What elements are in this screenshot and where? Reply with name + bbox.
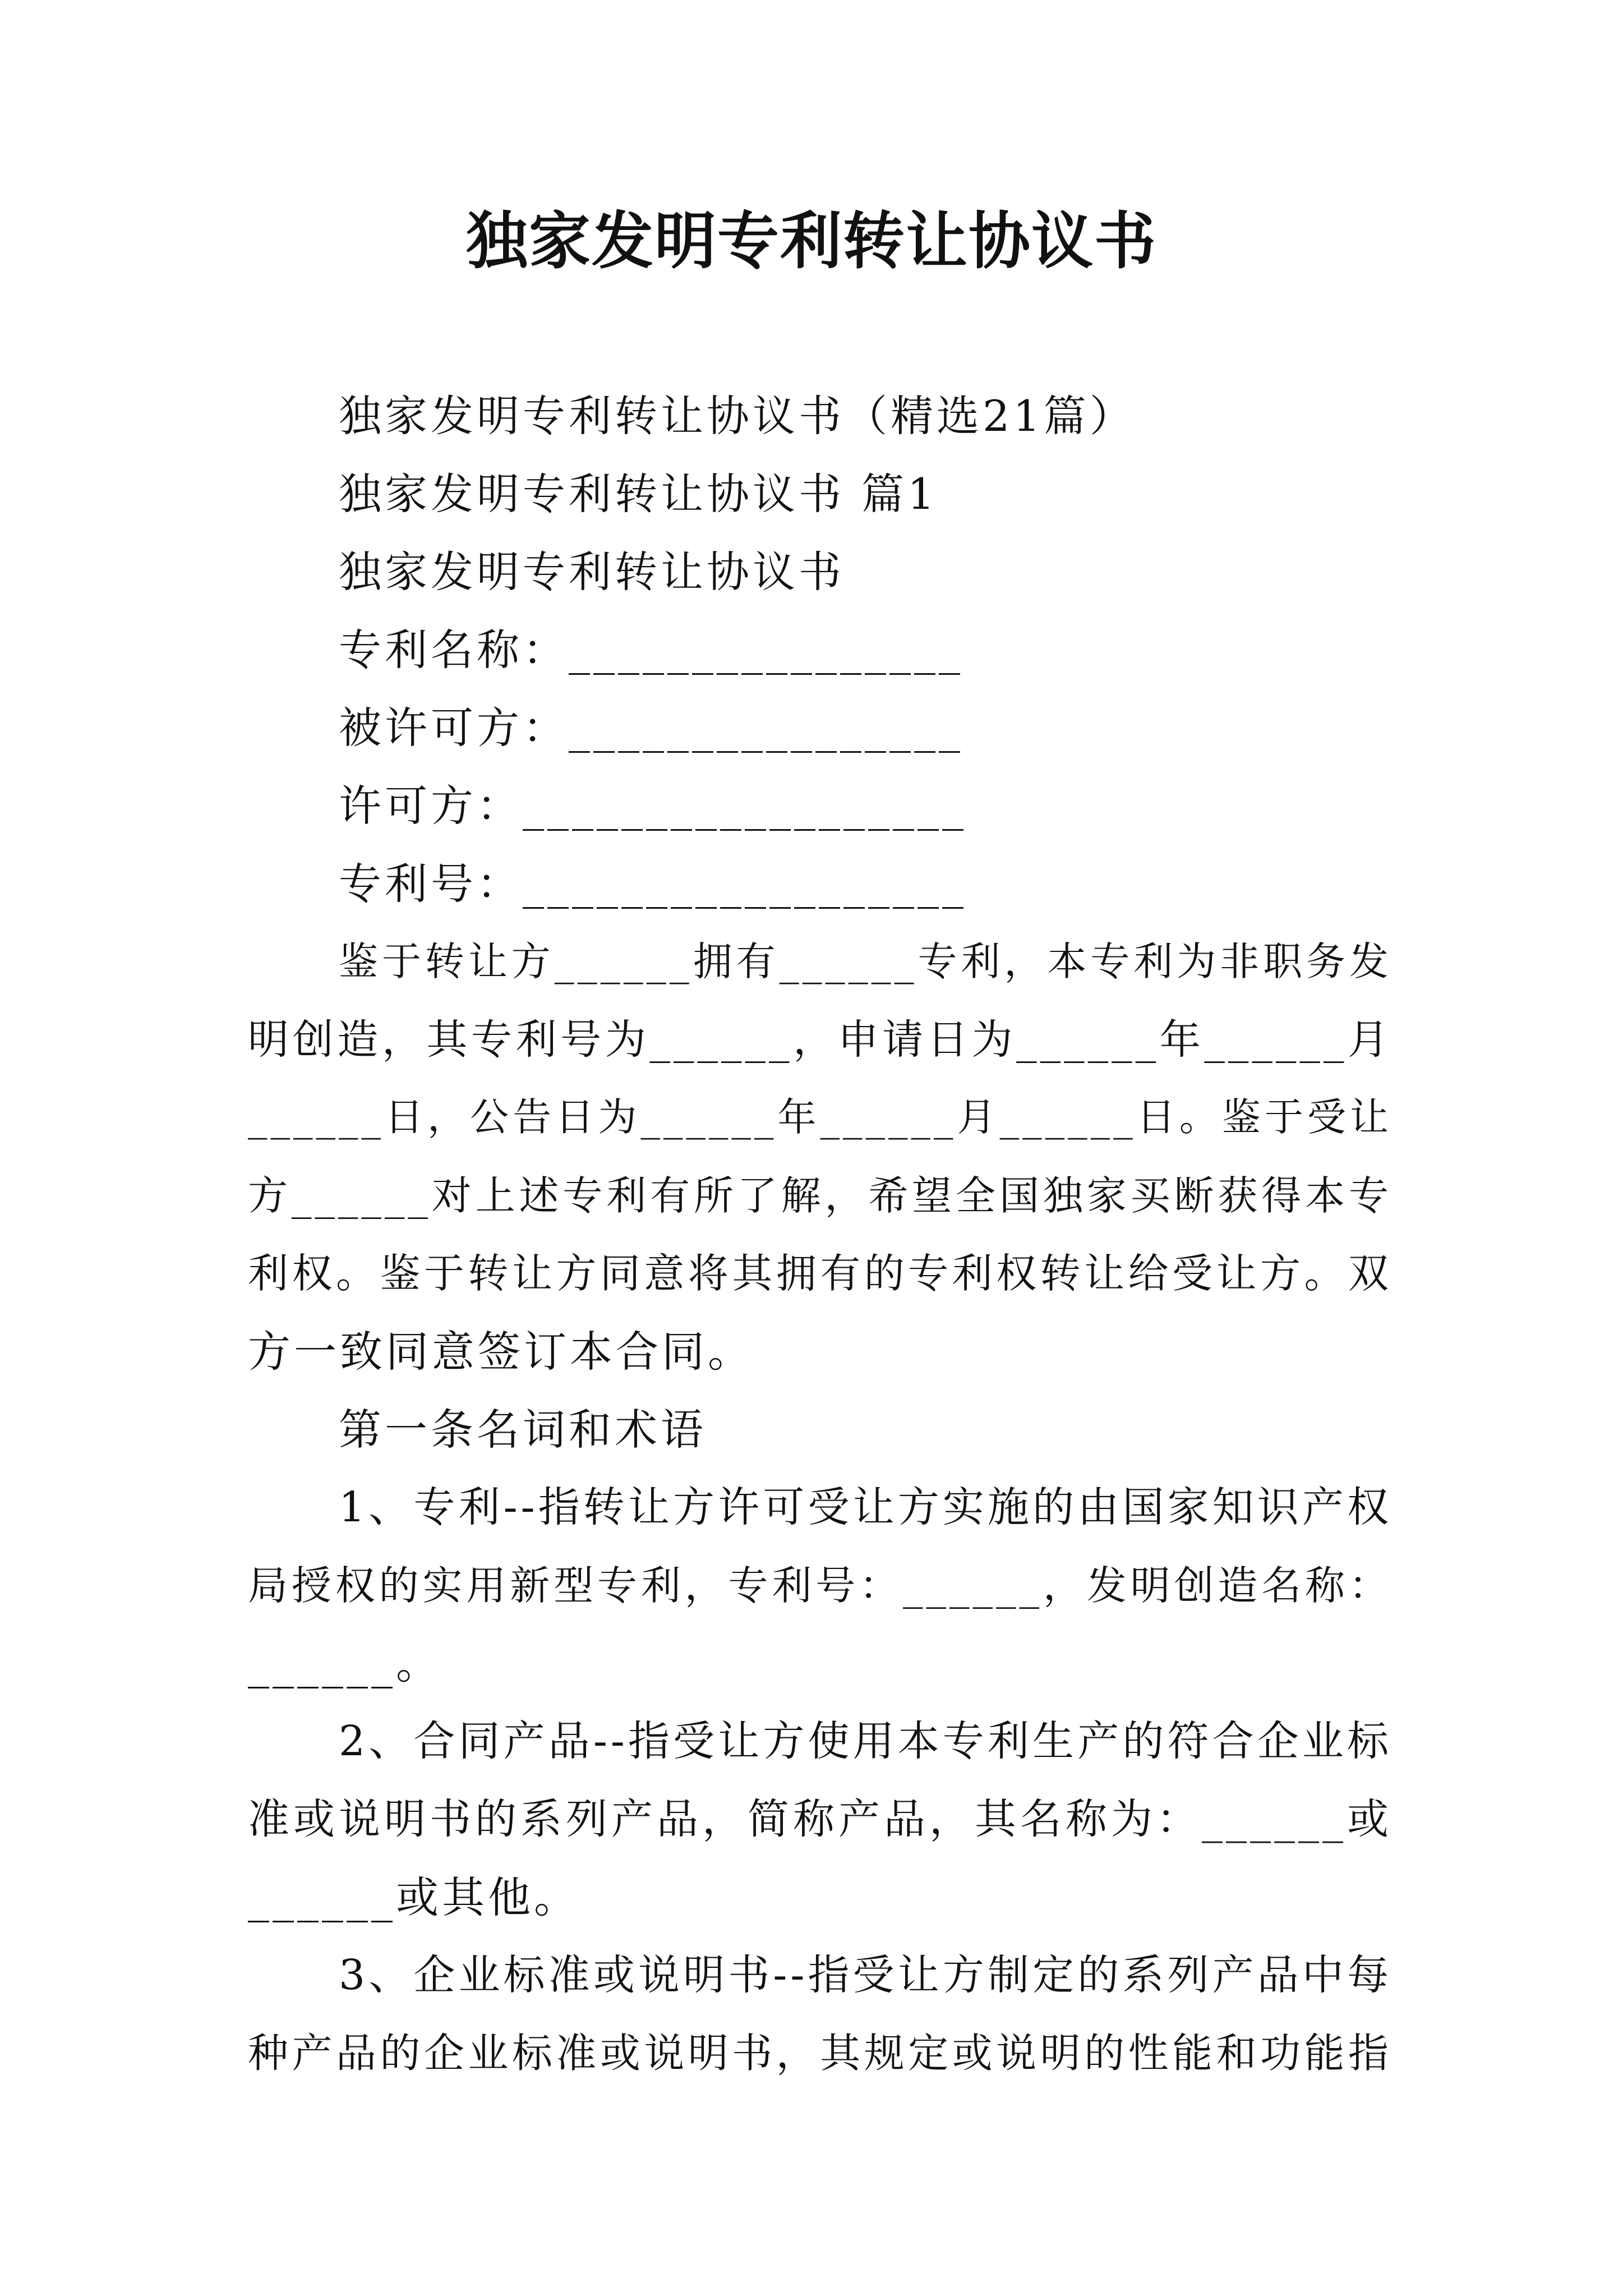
text-line: 专利号：__________________ <box>339 859 967 909</box>
text-line: 方一致同意签订本合同。 <box>248 1327 754 1377</box>
text-line: 方______对上述专利有所了解，希望全国独家买断获得本专 <box>248 1172 1392 1219</box>
text-line: 1、专利--指转让方许可受让方实施的由国家知识产权 <box>339 1483 1392 1531</box>
document-title: 独家发明专利转让协议书 <box>466 205 1157 277</box>
text-line: 2、合同产品--指受让方使用本专利生产的符合企业标 <box>339 1717 1392 1765</box>
text-line: 独家发明专利转让协议书 篇1 <box>339 469 938 519</box>
document-body <box>248 377 1392 2092</box>
text-line: 鉴于转让方______拥有______专利，本专利为非职务发 <box>339 938 1392 984</box>
text-line: 3、企业标准或说明书--指受让方制定的系列产品中每 <box>339 1951 1392 1999</box>
text-line: 专利名称：________________ <box>339 625 963 675</box>
text-line: 独家发明专利转让协议书（精选21篇） <box>339 391 1136 441</box>
text-line: 局授权的实用新型专利，专利号：______，发明创造名称： <box>248 1562 1392 1609</box>
text-line: 许可方：__________________ <box>339 781 967 831</box>
text-line: ______日，公告日为______年______月______日。鉴于受让 <box>248 1095 1392 1140</box>
text-line: 第一条名词和术语 <box>339 1405 707 1455</box>
text-line: 准或说明书的系列产品，简称产品，其名称为：______或 <box>248 1795 1392 1843</box>
text-line: 明创造，其专利号为______，申请日为______年______月 <box>248 1016 1392 1064</box>
text-line: 种产品的企业标准或说明书，其规定或说明的性能和功能指 <box>248 2030 1392 2077</box>
text-line: 被许可方：________________ <box>339 703 963 753</box>
text-line: ______。 <box>248 1639 442 1688</box>
text-line: 独家发明专利转让协议书 <box>339 547 845 597</box>
text-line: 利权。鉴于转让方同意将其拥有的专利权转让给受让方。双 <box>248 1250 1392 1297</box>
text-line: ______或其他。 <box>248 1872 580 1922</box>
